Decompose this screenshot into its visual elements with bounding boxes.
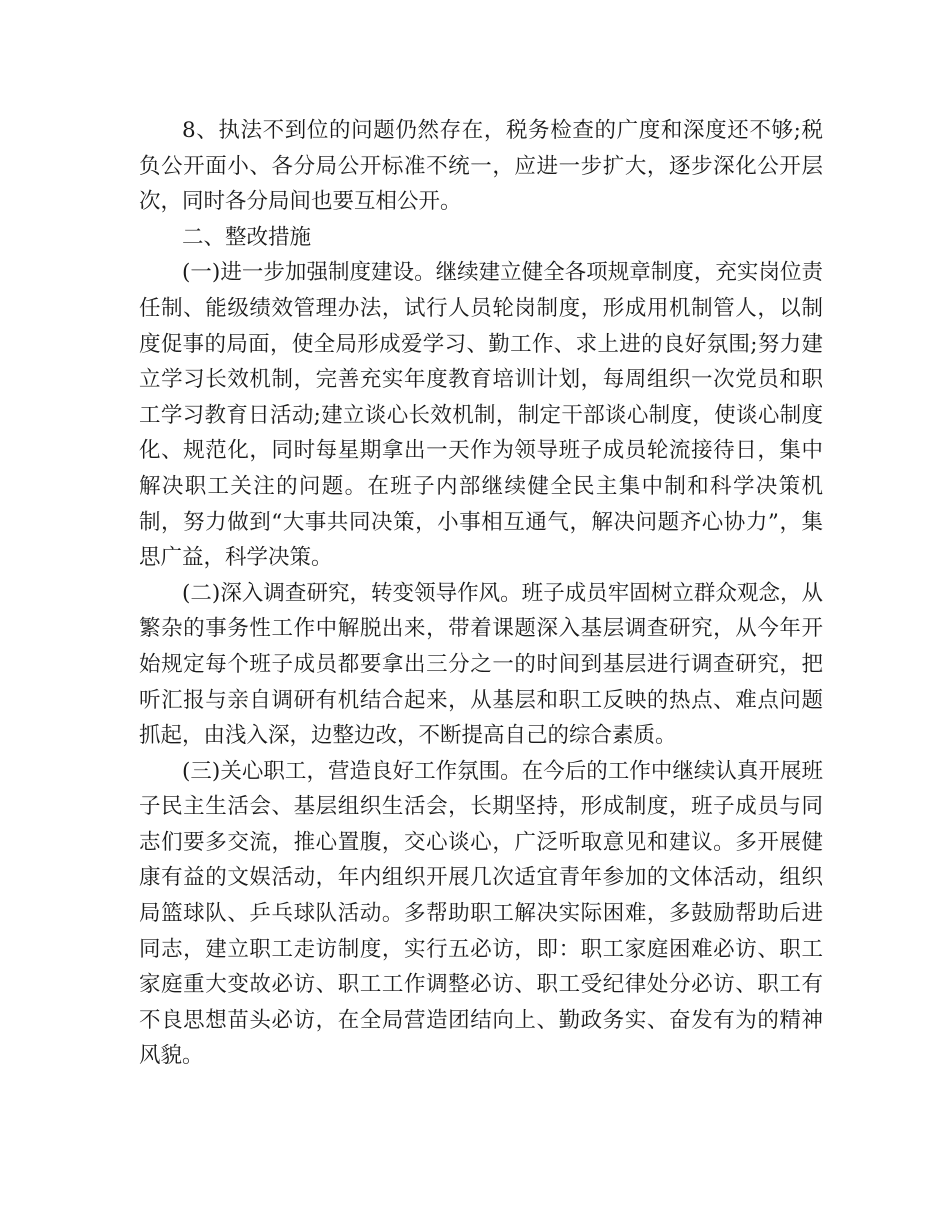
paragraph-measure-1: (一)进一步加强制度建设。继续建立健全各项规章制度，充实岗位责任制、能级绩效管理办法，试行人员轮岗制度，形成用机制管人，以制度促事的局面，使全局形成爱学习、勤工作、求上进的良好氛围;努力建立学习长效机制，完善充实年度教育培训计划，每周组织一次党员和职工学习教育日活动;建立谈心长效机制，制定干部谈心制度，使谈心制度化、规范化，同时每星期拿出一天作为领导班子成员轮流接待日，集中解决职工关注的问题。在班子内部继续健全民主集中制和科学决策机制，努力做到“大事共同决策，小事相互通气，解决问题齐心协力”，集思广益，科学决策。: [139, 260, 823, 571]
paragraph-measure-2: (二)深入调查研究，转变领导作风。班子成员牢固树立群众观念，从繁杂的事务性工作中解脱出来，带着课题深入基层调查研究，从今年开始规定每个班子成员都要拿出三分之一的时间到基层进行调查研究，把听汇报与亲自调研有机结合起来，从基层和职工反映的热点、难点问题抓起，由浅入深，边整边改，不断提高自己的综合素质。: [139, 580, 823, 749]
document-body: [139, 113, 823, 1074]
paragraph-measure-3: (三)关心职工，营造良好工作氛围。在今后的工作中继续认真开展班子民主生活会、基层组织生活会，长期坚持，形成制度，班子成员与同志们要多交流，推心置腹，交心谈心，广泛听取意见和建议。多开展健康有益的文娱活动，年内组织开展几次适宜青年参加的文体活动，组织局篮球队、乒乓球队活动。多帮助职工解决实际困难，多鼓励帮助后进同志，建立职工走访制度，实行五必访，即：职工家庭困难必访、职工家庭重大变故必访、职工工作调整必访、职工受纪律处分必访、职工有不良思想苗头必访，在全局营造团结向上、勤政务实、奋发有为的精神风貌。: [139, 758, 823, 1069]
section-heading-rectification-measures: 二、整改措施: [182, 224, 312, 250]
paragraph-item-8: 8、执法不到位的问题仍然存在，税务检查的广度和深度还不够;税负公开面小、各分局公开标准不统一，应进一步扩大，逐步深化公开层次，同时各分局间也要互相公开。: [139, 118, 823, 215]
